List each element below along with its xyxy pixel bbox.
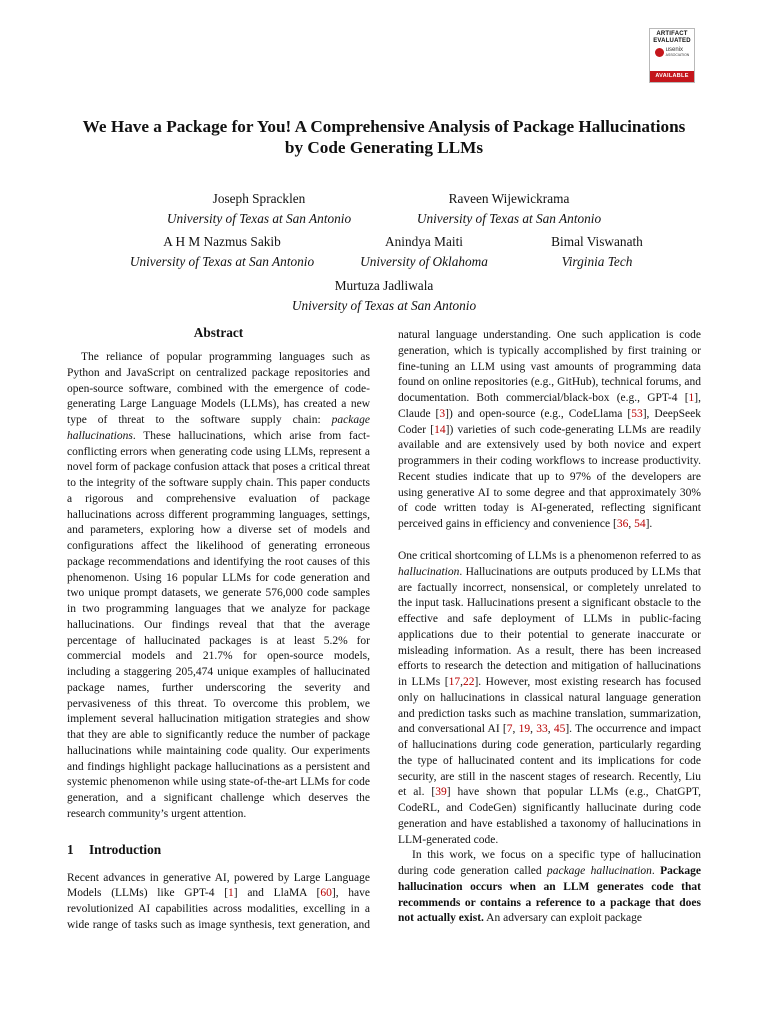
- author-block: [234, 276, 534, 316]
- citation-link[interactable]: 36: [616, 518, 629, 530]
- author-affiliation: University of Texas at San Antonio: [166, 211, 352, 226]
- usenix-logo: [650, 47, 694, 57]
- citation-link[interactable]: 54: [634, 518, 646, 530]
- paper-title-line2: by Code Generating LLMs: [284, 138, 484, 157]
- citation-link[interactable]: 17: [448, 676, 461, 688]
- artifact-evaluated-badge: [649, 28, 695, 83]
- author-block: [529, 232, 665, 272]
- author-affiliation: Virginia Tech: [561, 254, 633, 269]
- left-column: [67, 322, 370, 935]
- intro-paragraph-3: In this work, we focus on a specific type of hallucination during code generation called package hallucination. Package hallucination occurs when an LLM generates code that recommends or contains a reference to a package that does not actually exist. An adversary can exploit package: [398, 849, 701, 925]
- citation-link[interactable]: 14: [434, 423, 446, 436]
- abstract-heading: Abstract: [193, 325, 244, 340]
- citation-link[interactable]: 1: [228, 887, 234, 900]
- citation-link[interactable]: 39: [435, 786, 447, 799]
- usenix-logo-icon: [655, 48, 664, 57]
- author-affiliation: University of Oklahoma: [360, 254, 488, 269]
- intro-paragraph-2: One critical shortcoming of LLMs is a phenomenon referred to as hallucination. Hallucinations are outputs produced by LLMs that are factually incorrect, nonsensical, or completely unrelated to the input task. Hallucinations present a significant obstacle to the effective and safe deployment of LLMs in public-facing applications due to their potential to generate inaccurate or misleading information. As a result, there has been increased efforts to research the detection and mitigation of hallucinations in LLMs [17,22]. However, most existing research has focused only on hallucinations in classical natural language generation and prediction tasks such as machine translation, summarization, and conversational AI [7, 19, 33, 45]. The occurrence and impact of hallucinations during code generation, particularly regarding the type of hallucinated content and its implications for code security, are still in the nascent stages of research. Recently, Liu et al. [39] have shown that popular LLMs (e.g., ChatGPT, CodeRL, and CodeGen) significantly hallucinate during code generation and have established a taxonomy of hallucinations in LLM-generated code.: [398, 550, 702, 846]
- citation-link[interactable]: 7: [506, 723, 513, 736]
- citation-link[interactable]: 33: [536, 723, 548, 736]
- citation-link[interactable]: 22: [462, 676, 475, 688]
- author-block: [92, 232, 352, 272]
- author-name: Joseph Spracklen: [212, 191, 306, 206]
- author-name: A H M Nazmus Sakib: [163, 234, 281, 249]
- author-affiliation: University of Texas at San Antonio: [416, 211, 602, 226]
- citation-link[interactable]: 60: [320, 887, 332, 900]
- citation-link[interactable]: 19: [518, 723, 531, 736]
- abstract-emphasis: package hallucinations: [67, 414, 370, 442]
- author-name: Anindya Maiti: [385, 234, 463, 249]
- paper-title-line1: We Have a Package for You! A Comprehensive Analysis of Package Hallucinations: [82, 117, 686, 136]
- author-name: Murtuza Jadliwala: [334, 278, 434, 293]
- badge-line2: EVALUATED: [653, 38, 691, 44]
- abstract-paragraph: The reliance of popular programming languages such as Python and JavaScript on centralized package repositories and open-source software, combined with the emergence of code-generating Large Language Models (LLMs), has created a new type of threat to the software supply chain: package hallucinations. These hallucinations, which arise from fact-conflicting errors when generating code using LLMs, represent a novel form of package confusion attack that poses a critical threat to the integrity of the software supply chain. This paper conducts a rigorous and comprehensive evaluation of package hallucinations across different programming languages, settings, and parameters, exploring how a diverse set of models and configurations affect the likelihood of generating erroneous package recommendations and identifying the root causes of this phenomenon. Using 16 popular LLMs for code generation and two unique prompt datasets, we generate 576,000 code samples in two programming languages that we analyze for package hallucinations. Our findings reveal that that the average percentage of hallucinated packages is at least 5.2% for commercial models and 21.7% for open-source models, including a staggering 205,474 unique examples of hallucinated package names, further underscoring the severity and pervasiveness of this threat. To overcome this problem, we implement several hallucination mitigation strategies and show that they are able to significantly reduce the number of package hallucinations while maintaining code quality. Our experiments and findings highlight package hallucinations as a persistent and systemic phenomenon while using state-of-the-art LLMs for code generation, and a significant challenge which deserves the research community’s urgent attention.: [67, 351, 370, 820]
- citation-link[interactable]: 3: [439, 407, 446, 420]
- badge-status: AVAILABLE: [650, 71, 694, 82]
- author-affiliation: University of Texas at San Antonio: [291, 298, 477, 313]
- author-name: Bimal Viswanath: [551, 234, 643, 249]
- author-block: [124, 189, 394, 229]
- section-number: 1: [67, 841, 74, 857]
- section-heading: [67, 841, 370, 859]
- intro-paragraph-1-continued: natural language understanding. One such application is code generation, which is typically accomplished by first training or fine-tuning an LLM using vast amounts of programming data found on online repositories (e.g., GitHub), technical forums, and documentation. Both commercial/black-box (e.g., GPT-4 [1], Claude [3]) and open-source (e.g., CodeLlama [53], DeepSeek Coder [14]) varieties of such code-generating LLMs are readily available and are extensively used by both novice and expert programmers in their coding workflows to increase productivity. Recent studies indicate that up to 97% of the developers are using generative AI to some degree and that approximately 30% of code written today is AI-generated, reflecting significant perceived gains in efficiency and convenience [36, 54].: [398, 329, 701, 530]
- citation-link[interactable]: 53: [631, 407, 643, 420]
- badge-org-sub: ASSOCIATION: [665, 53, 690, 57]
- badge-org: usenix: [665, 47, 683, 53]
- paper-title: [40, 116, 728, 158]
- citation-link[interactable]: 45: [553, 723, 566, 736]
- author-block: [374, 189, 644, 229]
- author-name: Raveen Wijewickrama: [448, 191, 570, 206]
- section-title: Introduction: [89, 841, 162, 857]
- citation-link[interactable]: 1: [688, 392, 695, 404]
- author-block: [344, 232, 504, 272]
- badge-line1: ARTIFACT: [656, 31, 688, 37]
- right-column: [398, 329, 701, 927]
- intro-paragraph-1-start: Recent advances in generative AI, powered by Large Language Models (LLMs) like GPT-4 [1] and LlaMA [60], have revolutionized AI capabilities across modalities, excelling in a wide range of tasks such as image synthesis, text generation, and: [67, 871, 370, 931]
- author-affiliation: University of Texas at San Antonio: [129, 254, 315, 269]
